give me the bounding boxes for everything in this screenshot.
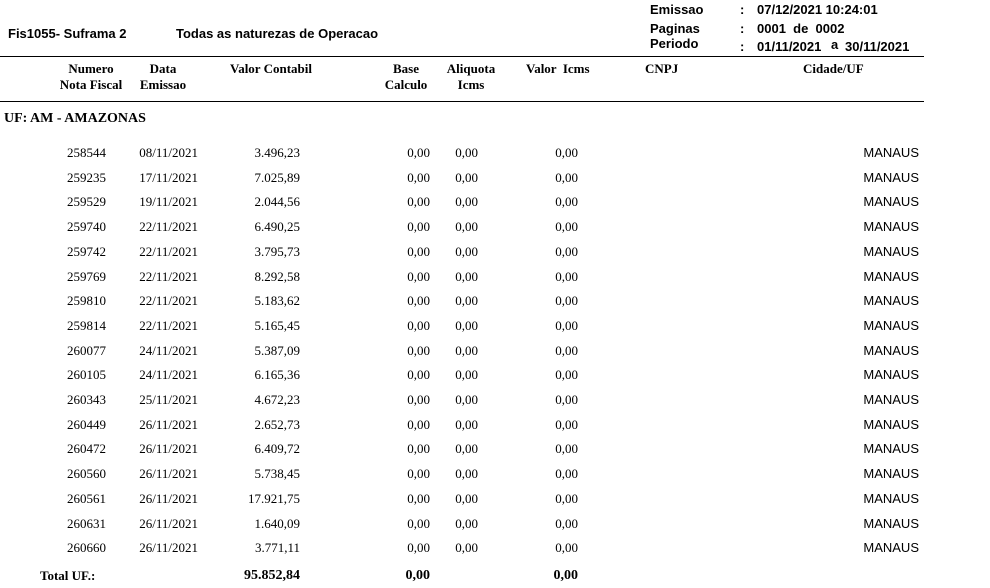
table-row: [0, 265, 990, 289]
col-data: Data Emissao: [139, 61, 187, 92]
cell-valor-contabil: 17.921,75: [248, 490, 300, 506]
cell-aliquota: 0,00: [455, 540, 478, 556]
cell-valor-icms: 0,00: [555, 268, 578, 284]
cell-valor-icms: 0,00: [555, 317, 578, 333]
cell-cidade: MANAUS: [863, 169, 919, 185]
cell-cidade: MANAUS: [863, 466, 919, 482]
cell-aliquota: 0,00: [455, 219, 478, 235]
cell-data: 19/11/2021: [139, 194, 198, 210]
table-row: [0, 437, 990, 461]
cell-base-calculo: 0,00: [407, 441, 430, 457]
cell-aliquota: 0,00: [455, 392, 478, 407]
cell-aliquota: 0,00: [455, 367, 478, 383]
cell-data: 22/11/2021: [139, 317, 198, 333]
cell-aliquota: 0,00: [455, 515, 478, 531]
table-row: [0, 240, 990, 264]
cell-aliquota: 0,00: [455, 490, 478, 506]
cell-cidade: MANAUS: [863, 293, 919, 309]
group-label: UF: AM - AMAZONAS: [4, 111, 146, 126]
cell-base-calculo: 0,00: [407, 268, 430, 284]
cell-numero: 260560: [67, 466, 106, 482]
cell-data: 26/11/2021: [139, 490, 198, 506]
report-code: Fis1055- Suframa 2: [8, 26, 127, 41]
cell-valor-icms: 0,00: [555, 392, 578, 407]
cell-aliquota: 0,00: [455, 441, 478, 457]
cell-data: 24/11/2021: [139, 367, 198, 383]
col-base: Base Calculo: [384, 61, 428, 92]
cell-valor-contabil: 5.387,09: [254, 342, 300, 358]
cell-cidade: MANAUS: [863, 317, 919, 333]
cell-valor-icms: 0,00: [555, 367, 578, 383]
periodo-colon: :: [740, 39, 745, 54]
cell-valor-contabil: 3.795,73: [254, 243, 300, 259]
cell-base-calculo: 0,00: [407, 194, 430, 210]
cell-numero: 260343: [67, 392, 106, 407]
cell-valor-contabil: 3.496,23: [254, 145, 300, 160]
cell-valor-icms: 0,00: [555, 145, 578, 160]
cell-data: 26/11/2021: [139, 540, 198, 556]
total-valor: 95.852,84: [244, 568, 300, 583]
cell-aliquota: 0,00: [455, 317, 478, 333]
cell-base-calculo: 0,00: [407, 490, 430, 506]
cell-numero: 260077: [67, 342, 106, 358]
cell-data: 26/11/2021: [139, 416, 198, 432]
report-title: Todas as naturezas de Operacao: [176, 26, 379, 41]
cell-numero: 260449: [67, 416, 106, 432]
col-numero: Numero Nota Fiscal: [59, 61, 123, 92]
periodo-from: 01/11/2021: [757, 39, 822, 54]
cell-numero: 258544: [67, 145, 106, 160]
cell-data: 26/11/2021: [139, 441, 198, 457]
cell-numero: 260105: [67, 367, 106, 383]
cell-aliquota: 0,00: [455, 466, 478, 482]
cell-valor-contabil: 5.183,62: [254, 293, 300, 309]
cell-aliquota: 0,00: [455, 268, 478, 284]
cell-cidade: MANAUS: [863, 540, 919, 556]
cell-data: 26/11/2021: [139, 515, 198, 531]
periodo-sep: a: [831, 37, 839, 52]
cell-numero: 259742: [67, 243, 106, 259]
cell-base-calculo: 0,00: [407, 515, 430, 531]
cell-cidade: MANAUS: [863, 441, 919, 457]
cell-base-calculo: 0,00: [407, 466, 430, 482]
cell-base-calculo: 0,00: [407, 342, 430, 358]
cell-numero: 259529: [67, 194, 106, 210]
col-valor-contabil: Valor Contabil: [230, 61, 312, 76]
paginas-label: Paginas: [650, 21, 700, 36]
table-row: [0, 413, 990, 437]
cell-numero: 259740: [67, 219, 106, 235]
cell-base-calculo: 0,00: [407, 145, 430, 160]
total-icms: 0,00: [553, 568, 578, 583]
total-base: 0,00: [405, 568, 430, 583]
cell-valor-icms: 0,00: [555, 219, 578, 235]
cell-cidade: MANAUS: [863, 490, 919, 506]
cell-valor-icms: 0,00: [555, 490, 578, 506]
header-rule-top: [0, 56, 924, 57]
emissao-label: Emissao: [650, 2, 704, 17]
cell-valor-icms: 0,00: [555, 243, 578, 259]
col-aliquota: Aliquota Icms: [446, 61, 496, 92]
cell-numero: 259810: [67, 293, 106, 309]
cell-cidade: MANAUS: [863, 515, 919, 531]
cell-valor-contabil: 6.409,72: [254, 441, 300, 457]
cell-valor-icms: 0,00: [555, 169, 578, 185]
cell-aliquota: 0,00: [455, 243, 478, 259]
cell-aliquota: 0,00: [455, 194, 478, 210]
cell-aliquota: 0,00: [455, 169, 478, 185]
cell-numero: 260472: [67, 441, 106, 457]
table-row: [0, 388, 990, 412]
total-row: [0, 564, 990, 588]
cell-numero: 260561: [67, 490, 106, 506]
cell-data: 22/11/2021: [139, 293, 198, 309]
table-row: [0, 215, 990, 239]
cell-base-calculo: 0,00: [407, 243, 430, 259]
table-row: [0, 314, 990, 338]
cell-cidade: MANAUS: [863, 392, 919, 407]
cell-base-calculo: 0,00: [407, 219, 430, 235]
cell-numero: 259235: [67, 169, 106, 185]
header-rule-bottom: [0, 101, 924, 102]
cell-valor-contabil: 8.292,58: [254, 268, 300, 284]
cell-aliquota: 0,00: [455, 293, 478, 309]
cell-cidade: MANAUS: [863, 219, 919, 235]
cell-numero: 260631: [67, 515, 106, 531]
cell-base-calculo: 0,00: [407, 392, 430, 407]
periodo-to: 30/11/2021: [845, 39, 910, 54]
table-row: [0, 536, 990, 560]
cell-valor-contabil: 6.165,36: [254, 367, 300, 383]
cell-valor-contabil: 2.652,73: [254, 416, 300, 432]
cell-valor-contabil: 5.738,45: [254, 466, 300, 482]
cell-valor-contabil: 4.672,23: [254, 392, 300, 407]
cell-valor-icms: 0,00: [555, 342, 578, 358]
cell-numero: 260660: [67, 540, 106, 556]
cell-valor-icms: 0,00: [555, 293, 578, 309]
cell-data: 26/11/2021: [139, 466, 198, 482]
cell-data: 17/11/2021: [139, 169, 198, 185]
col-cnpj: CNPJ: [645, 61, 679, 76]
cell-valor-contabil: 2.044,56: [254, 194, 300, 210]
cell-cidade: MANAUS: [863, 145, 919, 160]
col-valor-icms: Valor Icms: [526, 61, 590, 76]
table-row: [0, 339, 990, 363]
cell-aliquota: 0,00: [455, 416, 478, 432]
cell-aliquota: 0,00: [455, 342, 478, 358]
cell-valor-icms: 0,00: [555, 540, 578, 556]
emissao-colon: :: [740, 2, 745, 17]
cell-valor-contabil: 6.490,25: [254, 219, 300, 235]
cell-numero: 259814: [67, 317, 106, 333]
table-row: [0, 487, 990, 511]
cell-valor-contabil: 7.025,89: [254, 169, 300, 185]
paginas-value: 0001 de 0002: [757, 21, 845, 36]
cell-valor-contabil: 3.771,11: [254, 540, 300, 556]
cell-cidade: MANAUS: [863, 268, 919, 284]
cell-valor-contabil: 5.165,45: [254, 317, 300, 333]
cell-base-calculo: 0,00: [407, 540, 430, 556]
table-row: [0, 289, 990, 313]
cell-cidade: MANAUS: [863, 416, 919, 432]
table-row: [0, 141, 990, 165]
table-row: [0, 166, 990, 190]
emissao-value: 07/12/2021 10:24:01: [757, 2, 878, 17]
table-row: [0, 363, 990, 387]
cell-base-calculo: 0,00: [407, 169, 430, 185]
cell-cidade: MANAUS: [863, 342, 919, 358]
table-row: [0, 462, 990, 486]
cell-base-calculo: 0,00: [407, 367, 430, 383]
cell-base-calculo: 0,00: [407, 293, 430, 309]
cell-cidade: MANAUS: [863, 243, 919, 259]
cell-valor-icms: 0,00: [555, 466, 578, 482]
cell-data: 25/11/2021: [139, 392, 198, 407]
cell-data: 22/11/2021: [139, 219, 198, 235]
cell-valor-icms: 0,00: [555, 441, 578, 457]
cell-valor-icms: 0,00: [555, 416, 578, 432]
cell-valor-icms: 0,00: [555, 194, 578, 210]
cell-data: 22/11/2021: [139, 243, 198, 259]
cell-numero: 259769: [67, 268, 106, 284]
cell-data: 22/11/2021: [139, 268, 198, 284]
cell-cidade: MANAUS: [863, 194, 919, 210]
cell-valor-icms: 0,00: [555, 515, 578, 531]
total-label: Total UF.:: [40, 568, 96, 583]
table-row: [0, 512, 990, 536]
cell-valor-contabil: 1.640,09: [254, 515, 300, 531]
cell-base-calculo: 0,00: [407, 416, 430, 432]
paginas-colon: :: [740, 21, 745, 36]
table-row: [0, 190, 990, 214]
cell-data: 08/11/2021: [139, 145, 198, 160]
cell-base-calculo: 0,00: [407, 317, 430, 333]
periodo-label: Periodo: [650, 36, 699, 51]
cell-data: 24/11/2021: [139, 342, 198, 358]
col-cidade-uf: Cidade/UF: [803, 61, 864, 76]
cell-cidade: MANAUS: [863, 367, 919, 383]
cell-aliquota: 0,00: [455, 145, 478, 160]
